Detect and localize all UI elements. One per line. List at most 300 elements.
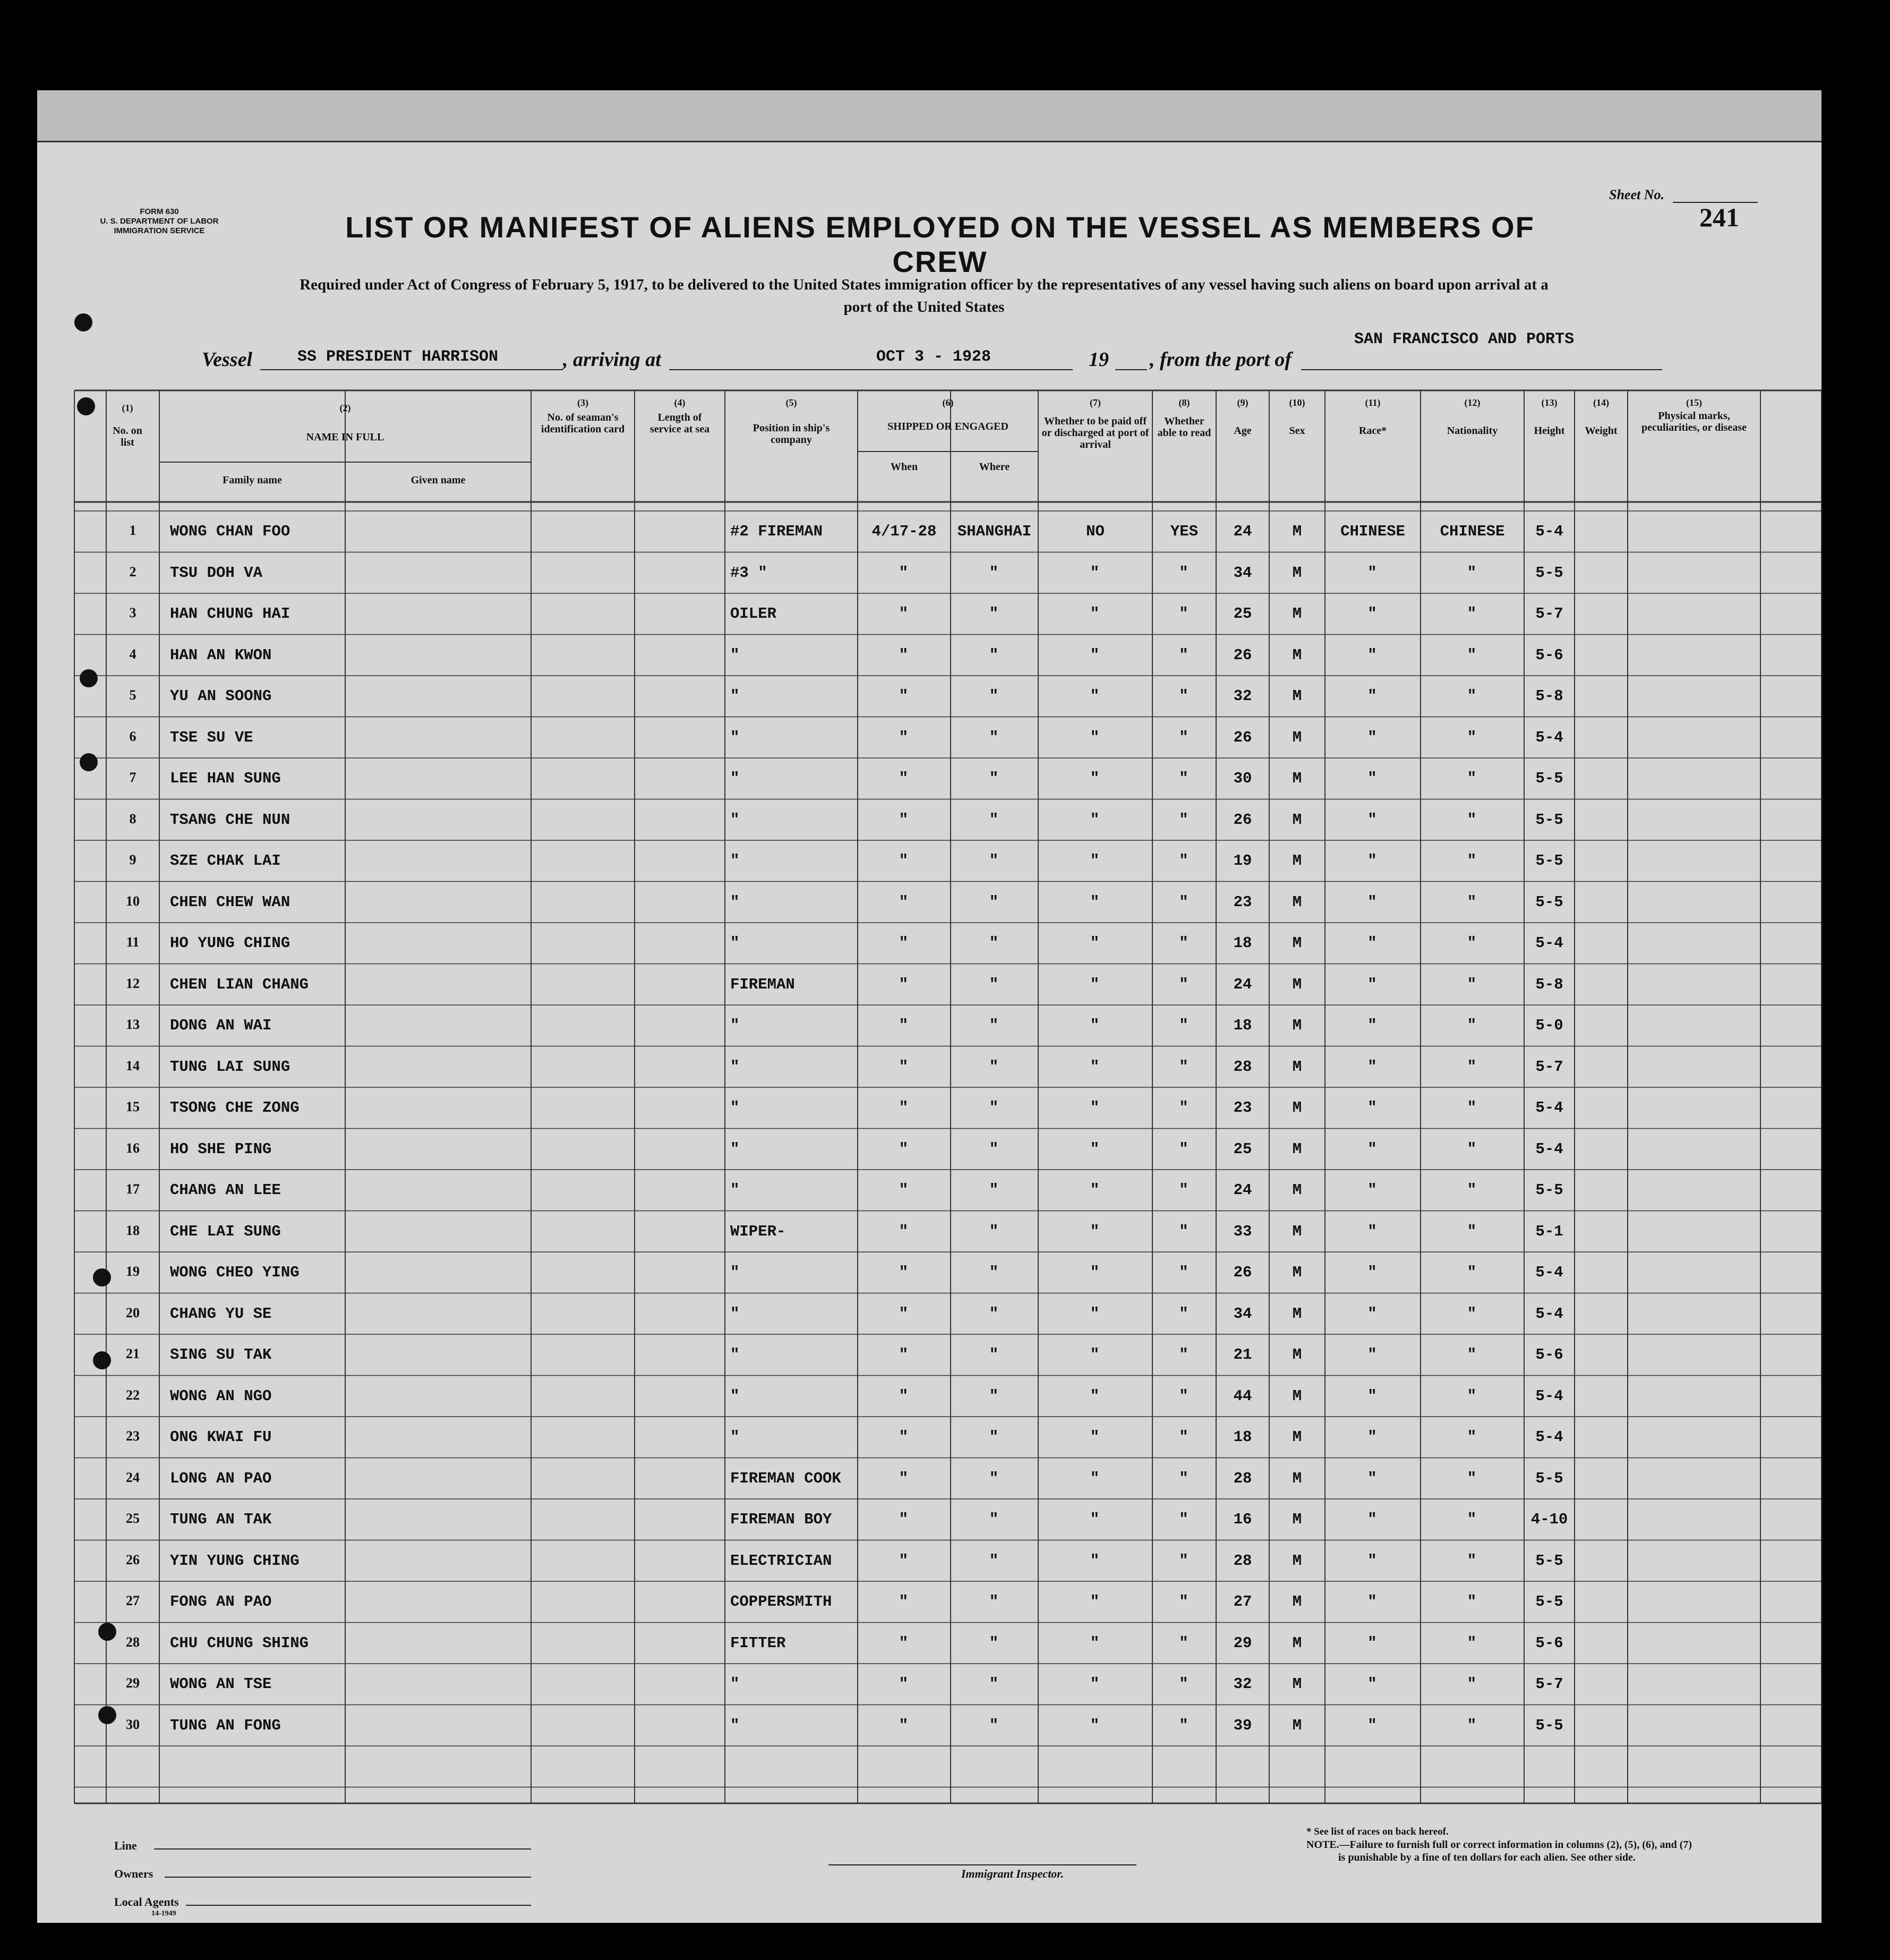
race: " bbox=[1367, 1511, 1378, 1528]
able-to-read: " bbox=[1179, 1469, 1190, 1487]
family-name: CHANG YU SE bbox=[170, 1305, 272, 1323]
shipped-when: " bbox=[899, 1469, 910, 1487]
header-given-name: Given name bbox=[411, 474, 466, 486]
nationality: " bbox=[1467, 1099, 1478, 1117]
header-able-to-read: Whether able to read bbox=[1157, 415, 1211, 439]
height: 5-4 bbox=[1535, 934, 1563, 952]
family-name: HO YUNG CHING bbox=[170, 934, 290, 952]
punch-hole bbox=[77, 397, 95, 415]
height: 5-5 bbox=[1535, 1593, 1563, 1610]
paid-off: " bbox=[1090, 1511, 1101, 1528]
sex: M bbox=[1292, 1305, 1302, 1323]
sex: M bbox=[1292, 564, 1302, 582]
family-name: TSANG CHE NUN bbox=[170, 811, 290, 829]
able-to-read: " bbox=[1179, 1675, 1190, 1693]
position: OILER bbox=[730, 605, 777, 623]
able-to-read: " bbox=[1179, 564, 1190, 582]
row-number: 12 bbox=[126, 975, 140, 991]
height: 5-7 bbox=[1535, 1058, 1563, 1076]
shipped-where: " bbox=[989, 687, 1000, 705]
family-name: WONG AN TSE bbox=[170, 1675, 272, 1693]
shipped-where: SHANGHAI bbox=[957, 523, 1032, 540]
row-number: 4 bbox=[129, 646, 136, 662]
shipped-when: " bbox=[899, 1058, 910, 1076]
shipped-when: " bbox=[899, 893, 910, 911]
sex: M bbox=[1292, 1387, 1302, 1405]
nationality: " bbox=[1467, 852, 1478, 870]
note-penalty: NOTE.—Failure to furnish full or correct information in columns (2), (5), (6), and (7) bbox=[1306, 1839, 1692, 1851]
family-name: HAN CHUNG HAI bbox=[170, 605, 290, 623]
position: " bbox=[730, 1058, 741, 1076]
nationality: " bbox=[1467, 975, 1478, 993]
shipped-where: " bbox=[989, 811, 1000, 829]
able-to-read: " bbox=[1179, 934, 1190, 952]
sex: M bbox=[1292, 1140, 1302, 1158]
row-number: 14 bbox=[126, 1058, 140, 1073]
shipped-when: " bbox=[899, 1387, 910, 1405]
shipped-where: " bbox=[989, 1181, 1000, 1199]
row-number: 30 bbox=[126, 1716, 140, 1732]
sex: M bbox=[1292, 1058, 1302, 1076]
able-to-read: " bbox=[1179, 1305, 1190, 1323]
height: 5-5 bbox=[1535, 1552, 1563, 1570]
shipped-when: " bbox=[899, 1552, 910, 1570]
race: " bbox=[1367, 1716, 1378, 1734]
paid-off: " bbox=[1090, 975, 1101, 993]
header-position: Position in ship's company bbox=[752, 422, 830, 446]
header-no-on-list: No. on list bbox=[113, 425, 142, 448]
family-name: TSE SU VE bbox=[170, 728, 253, 746]
paid-off: " bbox=[1090, 852, 1101, 870]
row-number: 27 bbox=[126, 1593, 140, 1608]
col-number: (2) bbox=[339, 403, 351, 413]
shipped-when: " bbox=[899, 770, 910, 787]
punch-hole bbox=[80, 669, 98, 687]
row-number: 2 bbox=[129, 564, 136, 580]
race: " bbox=[1367, 1017, 1378, 1034]
paid-off: " bbox=[1090, 770, 1101, 787]
position: " bbox=[730, 1387, 741, 1405]
nationality: " bbox=[1467, 1017, 1478, 1034]
age: 30 bbox=[1233, 770, 1252, 787]
race: " bbox=[1367, 1469, 1378, 1487]
family-name: SZE CHAK LAI bbox=[170, 852, 281, 870]
form-id-line: IMMIGRATION SERVICE bbox=[114, 226, 205, 235]
able-to-read: " bbox=[1179, 1428, 1190, 1446]
header-where: Where bbox=[979, 461, 1010, 473]
row-number: 11 bbox=[126, 934, 140, 950]
able-to-read: " bbox=[1179, 1140, 1190, 1158]
shipped-where: " bbox=[989, 1428, 1000, 1446]
race: " bbox=[1367, 564, 1378, 582]
position: " bbox=[730, 1181, 741, 1199]
nationality: " bbox=[1467, 1428, 1478, 1446]
header-name-in-full: NAME IN FULL bbox=[306, 431, 384, 443]
nationality: " bbox=[1467, 1346, 1478, 1364]
paid-off: " bbox=[1090, 728, 1101, 746]
sheet-number-label: Sheet No. bbox=[1609, 187, 1664, 202]
paid-off: " bbox=[1090, 1346, 1101, 1364]
sex: M bbox=[1292, 1552, 1302, 1570]
row-number: 19 bbox=[126, 1264, 140, 1279]
height: 5-0 bbox=[1535, 1017, 1563, 1034]
nationality: " bbox=[1467, 1305, 1478, 1323]
shipped-where: " bbox=[989, 975, 1000, 993]
race: " bbox=[1367, 728, 1378, 746]
position: " bbox=[730, 728, 741, 746]
paid-off: " bbox=[1090, 1017, 1101, 1034]
row-number: 24 bbox=[126, 1469, 140, 1485]
sex: M bbox=[1292, 1346, 1302, 1364]
race: " bbox=[1367, 893, 1378, 911]
nationality: " bbox=[1467, 1140, 1478, 1158]
family-name: TUNG LAI SUNG bbox=[170, 1058, 290, 1076]
age: 24 bbox=[1233, 523, 1252, 540]
family-name: CHE LAI SUNG bbox=[170, 1222, 281, 1240]
row-number: 25 bbox=[126, 1511, 140, 1526]
able-to-read: " bbox=[1179, 770, 1190, 787]
sheet-number: 241 bbox=[1699, 202, 1739, 232]
height: 5-4 bbox=[1535, 1099, 1563, 1117]
race: " bbox=[1367, 1140, 1378, 1158]
age: 18 bbox=[1233, 1428, 1252, 1446]
nationality: " bbox=[1467, 811, 1478, 829]
age: 26 bbox=[1233, 728, 1252, 746]
row-number: 9 bbox=[129, 852, 136, 867]
header-paid-off: Whether to be paid off or discharged at port of arrival bbox=[1041, 415, 1149, 450]
shipped-where: " bbox=[989, 1140, 1000, 1158]
family-name: LONG AN PAO bbox=[170, 1469, 272, 1487]
position: " bbox=[730, 687, 741, 705]
family-name: HAN AN KWON bbox=[170, 646, 272, 664]
punch-hole bbox=[98, 1706, 116, 1724]
row-number: 6 bbox=[129, 728, 136, 744]
family-name: TSU DOH VA bbox=[170, 564, 263, 582]
able-to-read: " bbox=[1179, 687, 1190, 705]
race: " bbox=[1367, 1305, 1378, 1323]
shipped-where: " bbox=[989, 1305, 1000, 1323]
footer-agents-label: Local Agents bbox=[114, 1895, 179, 1908]
able-to-read: " bbox=[1179, 1511, 1190, 1528]
note-races: * See list of races on back hereof. bbox=[1306, 1826, 1449, 1837]
header-weight: Weight bbox=[1585, 425, 1618, 437]
row-number: 22 bbox=[126, 1387, 140, 1403]
paid-off: " bbox=[1090, 1264, 1101, 1281]
row-number: 18 bbox=[126, 1222, 140, 1238]
height: 4-10 bbox=[1530, 1511, 1568, 1528]
shipped-where: " bbox=[989, 770, 1000, 787]
age: 26 bbox=[1233, 646, 1252, 664]
position: " bbox=[730, 1428, 741, 1446]
age: 23 bbox=[1233, 893, 1252, 911]
footer-line-underline bbox=[154, 1848, 531, 1850]
footer-owners-label: Owners bbox=[114, 1867, 153, 1880]
footer-agents-underline bbox=[186, 1905, 531, 1906]
footer-owners-underline bbox=[165, 1877, 531, 1878]
paid-off: " bbox=[1090, 1634, 1101, 1652]
position: #3 " bbox=[730, 564, 767, 582]
arriving-at-label: , arriving at bbox=[563, 348, 661, 371]
race: " bbox=[1367, 1428, 1378, 1446]
nationality: " bbox=[1467, 1264, 1478, 1281]
position: " bbox=[730, 646, 741, 664]
age: 25 bbox=[1233, 605, 1252, 623]
race: " bbox=[1367, 687, 1378, 705]
nationality: " bbox=[1467, 1181, 1478, 1199]
header-sex: Sex bbox=[1289, 425, 1305, 437]
nationality: " bbox=[1467, 1716, 1478, 1734]
shipped-when: " bbox=[899, 1634, 910, 1652]
shipped-when: " bbox=[899, 1222, 910, 1240]
height: 5-4 bbox=[1535, 728, 1563, 746]
col-number: (14) bbox=[1593, 397, 1609, 408]
row-number: 17 bbox=[126, 1181, 140, 1197]
race: " bbox=[1367, 646, 1378, 664]
height: 5-5 bbox=[1535, 1469, 1563, 1487]
paid-off: " bbox=[1090, 893, 1101, 911]
height: 5-8 bbox=[1535, 975, 1563, 993]
position: " bbox=[730, 1264, 741, 1281]
able-to-read: " bbox=[1179, 893, 1190, 911]
family-name: TUNG AN TAK bbox=[170, 1511, 272, 1528]
col-number: (4) bbox=[674, 397, 686, 408]
nationality: " bbox=[1467, 934, 1478, 952]
age: 34 bbox=[1233, 1305, 1252, 1323]
paid-off: " bbox=[1090, 811, 1101, 829]
shipped-where: " bbox=[989, 1099, 1000, 1117]
shipped-where: " bbox=[989, 1058, 1000, 1076]
row-number: 7 bbox=[129, 770, 136, 785]
sex: M bbox=[1292, 1099, 1302, 1117]
col-number: (13) bbox=[1541, 397, 1558, 408]
able-to-read: " bbox=[1179, 1593, 1190, 1610]
row-number: 13 bbox=[126, 1017, 140, 1032]
subtitle-line: Required under Act of Congress of February 5, 1917, to be delivered to the United States immigration officer by the representatives of any vessel having such aliens on board upon arrival at a bbox=[300, 276, 1549, 293]
height: 5-4 bbox=[1535, 1305, 1563, 1323]
race: " bbox=[1367, 1634, 1378, 1652]
race: " bbox=[1367, 770, 1378, 787]
paid-off: " bbox=[1090, 934, 1101, 952]
position: " bbox=[730, 934, 741, 952]
able-to-read: " bbox=[1179, 852, 1190, 870]
nationality: " bbox=[1467, 605, 1478, 623]
position: FIREMAN bbox=[730, 975, 795, 993]
shipped-where: " bbox=[989, 1675, 1000, 1693]
sex: M bbox=[1292, 1634, 1302, 1652]
able-to-read: " bbox=[1179, 605, 1190, 623]
col-number: (3) bbox=[577, 397, 588, 408]
race: " bbox=[1367, 605, 1378, 623]
sex: M bbox=[1292, 1428, 1302, 1446]
row-number: 8 bbox=[129, 811, 136, 826]
age: 33 bbox=[1233, 1222, 1252, 1240]
race: " bbox=[1367, 1387, 1378, 1405]
nationality: " bbox=[1467, 687, 1478, 705]
race: " bbox=[1367, 1346, 1378, 1364]
able-to-read: " bbox=[1179, 1017, 1190, 1034]
age: 21 bbox=[1233, 1346, 1252, 1364]
col-number: (8) bbox=[1178, 397, 1190, 408]
height: 5-1 bbox=[1535, 1222, 1563, 1240]
paid-off: " bbox=[1090, 1469, 1101, 1487]
able-to-read: " bbox=[1179, 1264, 1190, 1281]
race: " bbox=[1367, 1058, 1378, 1076]
paid-off: " bbox=[1090, 687, 1101, 705]
paid-off: " bbox=[1090, 646, 1101, 664]
nationality: CHINESE bbox=[1440, 523, 1505, 540]
col-number: (7) bbox=[1090, 397, 1101, 408]
height: 5-6 bbox=[1535, 1634, 1563, 1652]
age: 28 bbox=[1233, 1552, 1252, 1570]
paid-off: " bbox=[1090, 1716, 1101, 1734]
shipped-where: " bbox=[989, 1716, 1000, 1734]
position: FIREMAN COOK bbox=[730, 1469, 841, 1487]
age: 23 bbox=[1233, 1099, 1252, 1117]
header-physical-marks: Physical marks, peculiarities, or disease bbox=[1641, 410, 1747, 433]
shipped-when: " bbox=[899, 646, 910, 664]
shipped-when: " bbox=[899, 1017, 910, 1034]
height: 5-4 bbox=[1535, 1140, 1563, 1158]
position: " bbox=[730, 770, 741, 787]
shipped-when: " bbox=[899, 1305, 910, 1323]
note-penalty-cont: is punishable by a fine of ten dollars for each alien. See other side. bbox=[1338, 1852, 1636, 1863]
shipped-when: " bbox=[899, 975, 910, 993]
shipped-where: " bbox=[989, 1552, 1000, 1570]
sex: M bbox=[1292, 893, 1302, 911]
nationality: " bbox=[1467, 564, 1478, 582]
col-number: (9) bbox=[1237, 397, 1248, 408]
shipped-where: " bbox=[989, 728, 1000, 746]
age: 28 bbox=[1233, 1469, 1252, 1487]
shipped-where: " bbox=[989, 605, 1000, 623]
sex: M bbox=[1292, 770, 1302, 787]
shipped-when: " bbox=[899, 852, 910, 870]
able-to-read: " bbox=[1179, 1634, 1190, 1652]
nationality: " bbox=[1467, 1593, 1478, 1610]
shipped-where: " bbox=[989, 1264, 1000, 1281]
age: 25 bbox=[1233, 1140, 1252, 1158]
race: " bbox=[1367, 1552, 1378, 1570]
paid-off: " bbox=[1090, 1428, 1101, 1446]
document-title: LIST OR MANIFEST OF ALIENS EMPLOYED ON THE VESSEL AS MEMBERS OF CREW bbox=[345, 210, 1535, 278]
family-name: WONG AN NGO bbox=[170, 1387, 272, 1405]
shipped-where: " bbox=[989, 1346, 1000, 1364]
shipped-when: " bbox=[899, 687, 910, 705]
shipped-where: " bbox=[989, 646, 1000, 664]
shipped-where: " bbox=[989, 1222, 1000, 1240]
race: " bbox=[1367, 1099, 1378, 1117]
col-number: (11) bbox=[1365, 397, 1381, 408]
nationality: " bbox=[1467, 646, 1478, 664]
nationality: " bbox=[1467, 770, 1478, 787]
height: 5-5 bbox=[1535, 893, 1563, 911]
shipped-when: " bbox=[899, 1716, 910, 1734]
family-name: HO SHE PING bbox=[170, 1140, 272, 1158]
position: FITTER bbox=[730, 1634, 786, 1652]
race: CHINESE bbox=[1340, 523, 1405, 540]
sex: M bbox=[1292, 687, 1302, 705]
form-id-line: FORM 630 bbox=[140, 207, 179, 216]
position: " bbox=[730, 1346, 741, 1364]
age: 32 bbox=[1233, 1675, 1252, 1693]
shipped-when: " bbox=[899, 1264, 910, 1281]
punch-hole bbox=[98, 1623, 116, 1641]
shipped-where: " bbox=[989, 1469, 1000, 1487]
row-number: 20 bbox=[126, 1305, 140, 1320]
position: #2 FIREMAN bbox=[730, 523, 823, 540]
paid-off: " bbox=[1090, 605, 1101, 623]
header-id-card: No. of seaman's identification card bbox=[541, 412, 625, 435]
header-nationality: Nationality bbox=[1447, 425, 1498, 437]
paid-off: " bbox=[1090, 1593, 1101, 1610]
year-label: 19 bbox=[1089, 348, 1109, 371]
height: 5-5 bbox=[1535, 770, 1563, 787]
row-number: 26 bbox=[126, 1552, 140, 1567]
age: 34 bbox=[1233, 564, 1252, 582]
shipped-where: " bbox=[989, 1017, 1000, 1034]
nationality: " bbox=[1467, 1222, 1478, 1240]
paid-off: " bbox=[1090, 1058, 1101, 1076]
row-number: 1 bbox=[129, 523, 136, 538]
inspector-signature-line bbox=[828, 1864, 1136, 1865]
able-to-read: " bbox=[1179, 811, 1190, 829]
sex: M bbox=[1292, 728, 1302, 746]
footer-line-label: Line bbox=[114, 1839, 137, 1852]
able-to-read: " bbox=[1179, 1387, 1190, 1405]
paid-off: NO bbox=[1086, 523, 1105, 540]
nationality: " bbox=[1467, 1552, 1478, 1570]
row-number: 10 bbox=[126, 893, 140, 909]
sex: M bbox=[1292, 1511, 1302, 1528]
able-to-read: " bbox=[1179, 728, 1190, 746]
position: " bbox=[730, 1099, 741, 1117]
position: " bbox=[730, 1716, 741, 1734]
shipped-where: " bbox=[989, 1387, 1000, 1405]
sex: M bbox=[1292, 1716, 1302, 1734]
race: " bbox=[1367, 1181, 1378, 1199]
age: 26 bbox=[1233, 1264, 1252, 1281]
shipped-when: " bbox=[899, 811, 910, 829]
paid-off: " bbox=[1090, 1305, 1101, 1323]
nationality: " bbox=[1467, 1469, 1478, 1487]
shipped-when: " bbox=[899, 1428, 910, 1446]
punch-hole bbox=[93, 1351, 111, 1369]
age: 28 bbox=[1233, 1058, 1252, 1076]
height: 5-6 bbox=[1535, 1346, 1563, 1364]
race: " bbox=[1367, 1593, 1378, 1610]
family-name: CHANG AN LEE bbox=[170, 1181, 281, 1199]
shipped-where: " bbox=[989, 893, 1000, 911]
race: " bbox=[1367, 1222, 1378, 1240]
shipped-when: " bbox=[899, 1099, 910, 1117]
position: FIREMAN BOY bbox=[730, 1511, 832, 1528]
family-name: CHU CHUNG SHING bbox=[170, 1634, 309, 1652]
family-name: TUNG AN FONG bbox=[170, 1716, 281, 1734]
age: 16 bbox=[1233, 1511, 1252, 1528]
height: 5-7 bbox=[1535, 1675, 1563, 1693]
col-number: (1) bbox=[122, 403, 133, 413]
vessel-label: Vessel bbox=[202, 348, 252, 371]
position: " bbox=[730, 893, 741, 911]
height: 5-5 bbox=[1535, 1181, 1563, 1199]
header-height: Height bbox=[1534, 425, 1565, 437]
sex: M bbox=[1292, 1181, 1302, 1199]
able-to-read: " bbox=[1179, 1181, 1190, 1199]
from-port-label: , from the port of bbox=[1150, 348, 1292, 371]
paid-off: " bbox=[1090, 1222, 1101, 1240]
family-name: YIN YUNG CHING bbox=[170, 1552, 300, 1570]
race: " bbox=[1367, 934, 1378, 952]
